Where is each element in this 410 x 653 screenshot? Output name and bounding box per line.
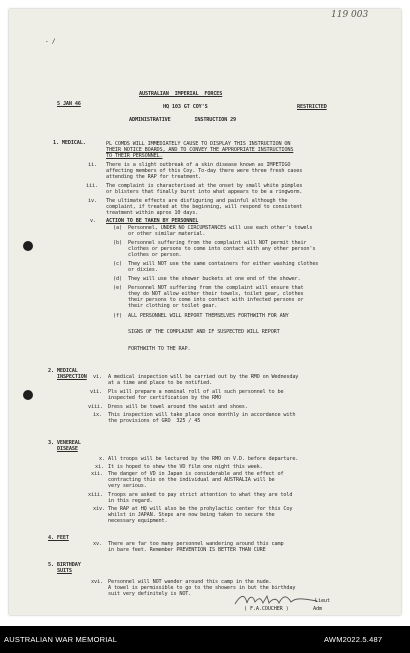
instruction-title: ADMINISTRATIVE INSTRUCTION 29 (129, 117, 237, 123)
item-line: All troops will be lectured by the RMO on V.D. before departure. (108, 456, 299, 462)
item-number: iii. (86, 183, 98, 189)
item-line: The RAP at HQ will also be the prohylactic center for this Coy (108, 506, 293, 512)
classification: RESTRICTED (297, 104, 327, 110)
subitem-line: or dixies. (128, 267, 158, 273)
item-line: in this regard. (108, 498, 153, 504)
item-line: The complaint is characterised at the onset by small white pimples (106, 183, 303, 189)
section-heading-medical: 1. MEDICAL. (53, 140, 86, 146)
item-line: whilst in JAPAN. Steps are now being taken to secure the (108, 512, 275, 518)
hq-line: HQ 103 GT COY'S (163, 104, 208, 110)
punch-hole (23, 241, 33, 251)
intro-line: THEIR NOTICE BOARDS, AND TO CONVEY THE APPROPRIATE INSTRUCTIONS (106, 147, 294, 153)
item-line: at a time and place to be notified. (108, 380, 213, 386)
subitem-line: their clothing or toilet gear. (128, 303, 218, 309)
item-number: ii. (88, 162, 97, 168)
signature-rank: Lieut (315, 598, 330, 604)
item-line: necessary equipment. (108, 518, 168, 524)
document-date: 5 JAN 46 (57, 101, 81, 107)
item-line: ACTION TO BE TAKEN BY PERSONNEL (106, 218, 199, 224)
document-page (9, 9, 401, 615)
item-line: There is a slight outbreak of a skin disease known as IMPETIGO (106, 162, 291, 168)
section-heading-venereal-disease: 3. VENEREAL (48, 440, 81, 446)
item-line: The danger of VD in Japan is considerable and the effect of (108, 471, 284, 477)
item-line: Pls will prepare a nominal roll of all such personnel to be (108, 389, 284, 395)
item-number: xi. (95, 464, 104, 470)
subitem-line: or other similar material. (128, 231, 206, 237)
intro-line: TO THEIR PERSONNEL. (106, 153, 163, 159)
signature-name: ( F.A.COUCHER ) (244, 606, 289, 612)
subitem-label: (f) (113, 313, 122, 319)
item-number: xv. (93, 541, 102, 547)
signature-appointment: Adm (313, 606, 322, 612)
subitem-line: their persons to come into contact with infected persons or (128, 297, 304, 303)
subitem-line: They will NOT use the same containers for either washing clothes (128, 261, 319, 267)
item-line: inspected for certification by the RMO (108, 395, 221, 401)
item-line: the provisions of GRO 325 / 45 (108, 418, 201, 424)
item-line: very serious. (108, 483, 147, 489)
subitem-line: FORTHWITH TO THE RAP. (128, 346, 191, 352)
footer-institution: AUSTRALIAN WAR MEMORIAL (4, 635, 118, 644)
item-number: xiii. (88, 492, 103, 498)
item-line: A medical inspection will be carried out by the RMO on Wednesday (108, 374, 299, 380)
section-heading-venereal-disease: DISEASE (57, 446, 78, 452)
handwritten-reference: 119 003 (331, 10, 369, 20)
item-line: in bare feet. Remember PREVENTION IS BETTER THAN CURE (108, 547, 266, 553)
item-line: affecting members of this Coy. To-day there were three fresh cases (106, 168, 303, 174)
item-line: Dress will be towel around the waist and shoes. (108, 404, 248, 410)
section-heading-medical-inspection: INSPECTION (57, 374, 87, 380)
item-line: or blisters that finally burst into what appears to be a ringworm. (106, 189, 303, 195)
item-line: This inspection will take place once monthly in accordance with (108, 412, 296, 418)
section-heading-feet: 4. FEET (48, 535, 69, 541)
item-line: A towel is permissible to go to the showers in but the birthday (108, 585, 296, 591)
subitem-line: They will use the shower buckets at one end of the shower. (128, 276, 301, 282)
subitem-label: (a) (113, 225, 122, 231)
item-line: Troops are asked to pay strict attention to what they are told (108, 492, 293, 498)
item-line: suit very definitely is NOT. (108, 591, 192, 597)
item-line: Personnel will NOT wander around this camp in the nude. (108, 579, 272, 585)
item-line: treatment within aprox 10 days. (106, 210, 199, 216)
subitem-line: clothes or person. (128, 252, 182, 258)
item-number: ix. (93, 412, 102, 418)
section-heading-birthday-suits: SUITS (57, 568, 72, 574)
item-line: The ultimate effects are disfiguring and painful although the (106, 198, 288, 204)
item-line: It is hoped to shew the VD film one night this week. (108, 464, 263, 470)
item-number: x. (99, 456, 105, 462)
item-line: There are far too many personnel wandering around this camp (108, 541, 284, 547)
item-line: complaint, if treated at the beginning, will respond to consistent (106, 204, 303, 210)
item-number: vi. (93, 374, 102, 380)
subitem-label: (c) (113, 261, 122, 267)
item-number: v. (90, 218, 96, 224)
organisation-heading: AUSTRALIAN IMPERIAL FORCES (139, 91, 223, 97)
footer-accession-number: AWM2022.5.487 (324, 635, 383, 644)
subitem-line: they do NOT allow either their towels, toilet gear, clothes (128, 291, 304, 297)
pencil-mark-icon: ‐ / (45, 38, 56, 45)
item-line: attending the RAP for treatment. (106, 174, 202, 180)
subitem-label: (e) (113, 285, 122, 291)
item-number: xiv. (93, 506, 105, 512)
item-number: vii. (90, 389, 102, 395)
item-number: xii. (91, 471, 103, 477)
subitem-line: Personnel NOT suffering from the complaint will ensure that (128, 285, 304, 291)
subitem-line: Personnel, UNDER NO CIRCUMSTANCES will use each other's towels (128, 225, 313, 231)
subitem-line: Personnel suffering from the complaint will NOT permit their (128, 240, 307, 246)
item-number: viii. (88, 404, 103, 410)
subitem-line: ALL PERSONNEL WILL REPORT THEMSELVES FORTHWITH FOR ANY (128, 313, 289, 319)
archive-footer (0, 626, 410, 653)
subitem-label: (b) (113, 240, 122, 246)
section-heading-medical-inspection: 2. MEDICAL (48, 368, 78, 374)
subitem-line: SIGNS OF THE COMPLAINT AND IF SUSPECTED WILL REPORT (128, 329, 280, 335)
item-line: contracting this on the individual and AUSTRALIA will be (108, 477, 275, 483)
subitem-line: clothes or persons to come into contact with any other person's (128, 246, 316, 252)
item-number: xvi. (91, 579, 103, 585)
section-heading-birthday-suits: 5. BIRTHDAY (48, 562, 81, 568)
item-number: iv. (88, 198, 97, 204)
punch-hole (23, 390, 33, 400)
subitem-label: (d) (113, 276, 122, 282)
intro-line: PL COMDS WILL IMMEDIATELY CAUSE TO DISPLAY THIS INSTRUCTION ON (106, 141, 291, 147)
